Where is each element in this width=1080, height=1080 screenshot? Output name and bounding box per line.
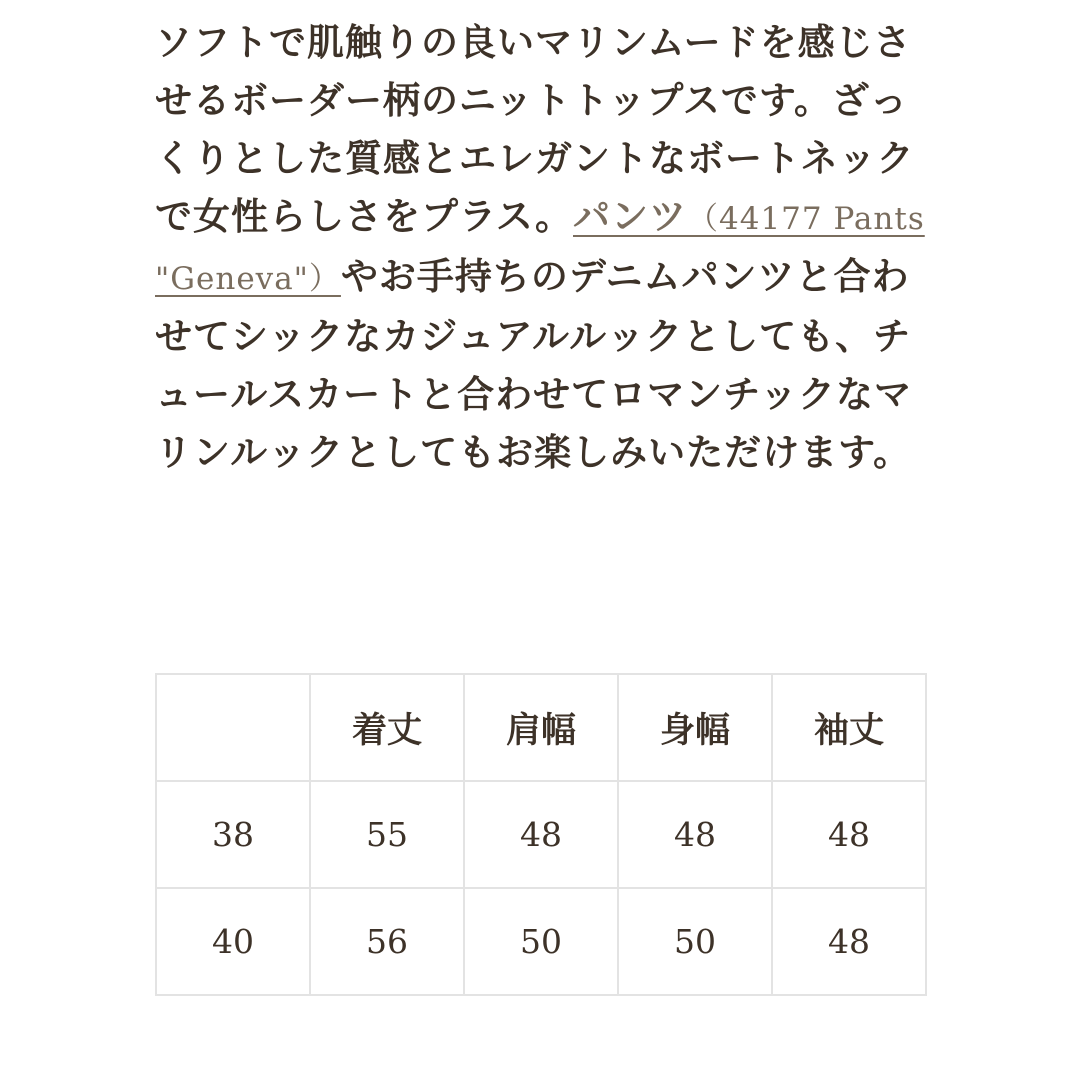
table-row (156, 781, 926, 888)
header-cell-length: 着丈 (310, 674, 464, 781)
body-width-cell: 50 (618, 888, 772, 995)
length-cell: 56 (310, 888, 464, 995)
body-width-cell: 48 (618, 781, 772, 888)
table-row (156, 888, 926, 995)
size-cell: 40 (156, 888, 310, 995)
size-chart-table (155, 673, 927, 996)
sleeve-cell: 48 (772, 888, 926, 995)
length-cell: 55 (310, 781, 464, 888)
description-text-styling: やお手持ちのデニムパンツと合わせてシックなカジュアルルックとしても、チュールスカートと合わせてロマンチックなマリンルックとしてもお楽しみいただけます。 (155, 255, 913, 474)
size-cell: 38 (156, 781, 310, 888)
pants-link-product-code: （44177 Pants "Geneva"） (155, 201, 925, 297)
pants-link-label: パンツ (573, 195, 687, 238)
product-description (155, 14, 935, 482)
header-cell-body-width: 身幅 (618, 674, 772, 781)
shoulder-cell: 50 (464, 888, 618, 995)
size-chart-header-row (156, 674, 926, 781)
header-cell-shoulder: 肩幅 (464, 674, 618, 781)
header-cell-sleeve: 袖丈 (772, 674, 926, 781)
header-cell-size (156, 674, 310, 781)
sleeve-cell: 48 (772, 781, 926, 888)
shoulder-cell: 48 (464, 781, 618, 888)
description-text-intro: ソフトで肌触りの良いマリンムードを感じさせるボーダー柄のニットトップスです。ざっくりとした質感とエレガントなボートネックで女性らしさをプラス。 (155, 21, 915, 238)
